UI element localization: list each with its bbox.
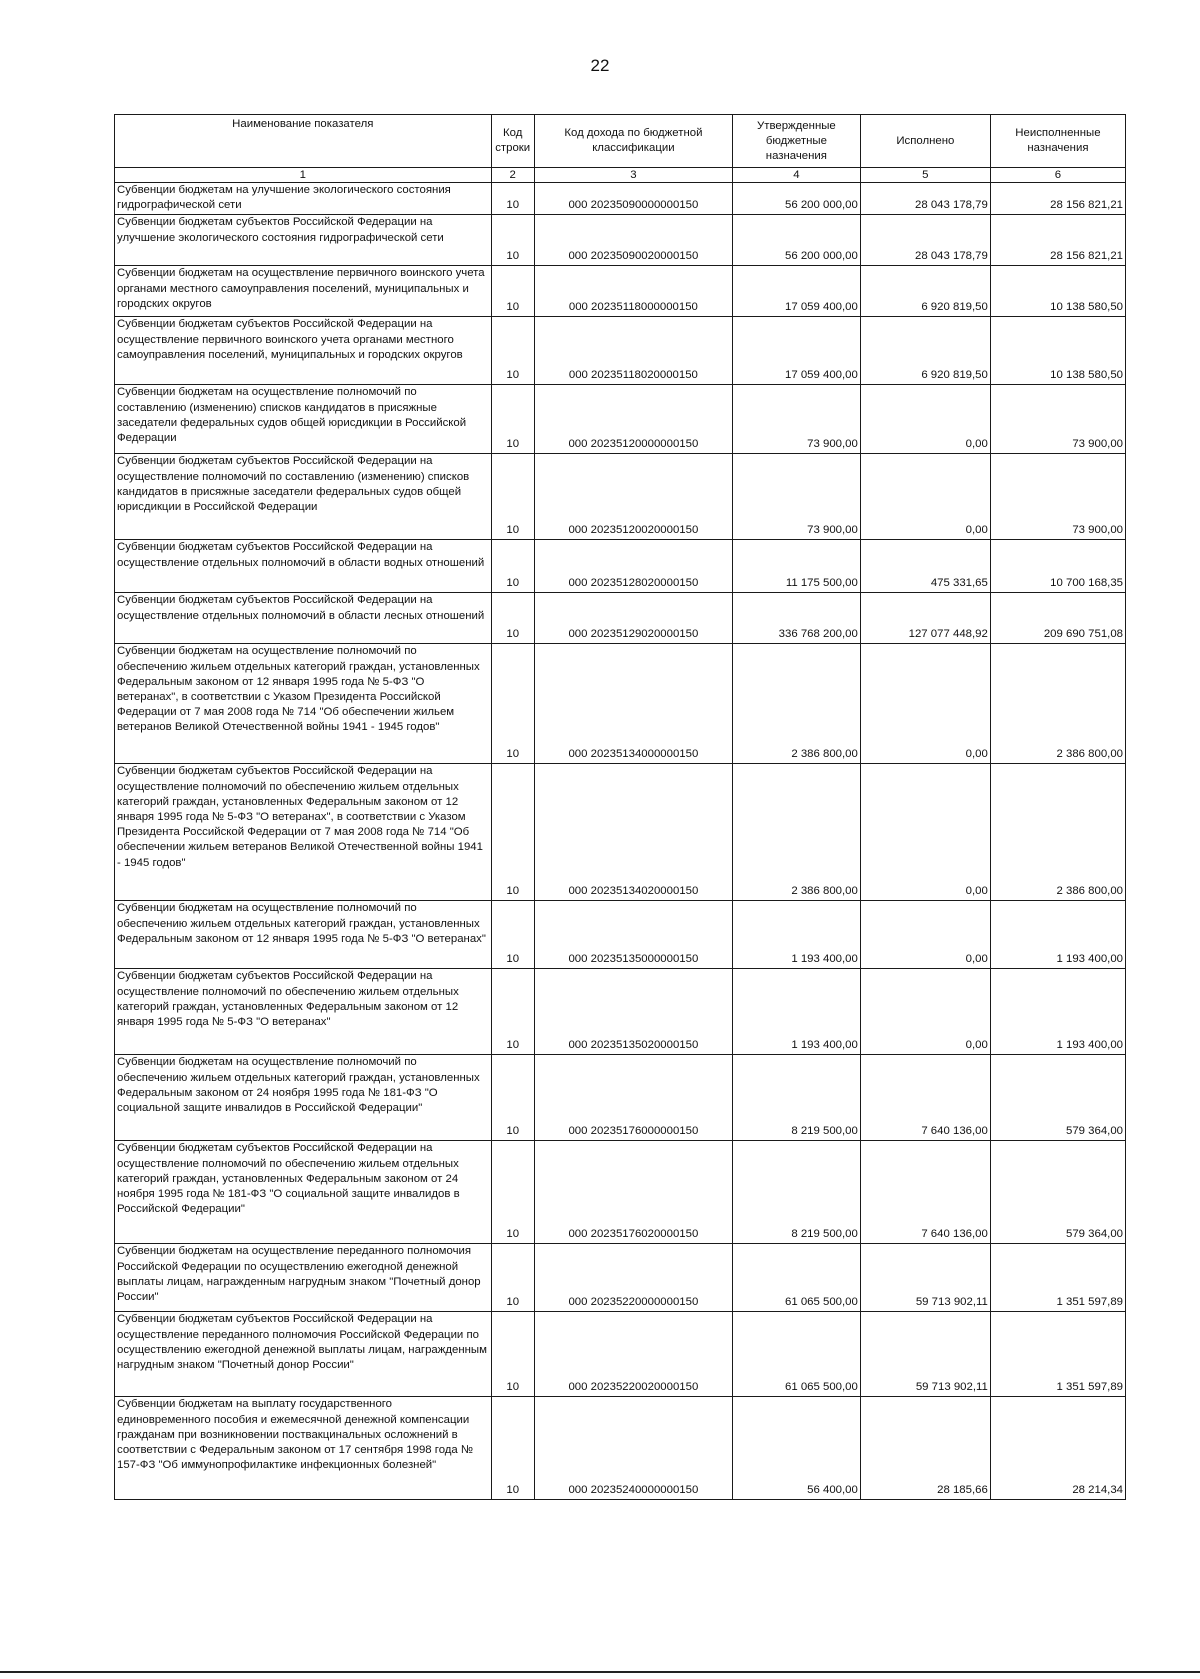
- executed-amount: 0,00: [860, 385, 990, 454]
- revenue-code: 000 20235135020000150: [534, 969, 732, 1055]
- executed-amount: 28 043 178,79: [860, 183, 990, 215]
- approved-amount: 56 200 000,00: [732, 215, 860, 266]
- line-code: 10: [491, 593, 534, 644]
- unexecuted-amount: 73 900,00: [990, 454, 1125, 540]
- page-number: 22: [590, 56, 610, 75]
- line-code: 10: [491, 1244, 534, 1312]
- column-number: 5: [860, 168, 990, 183]
- table-row: [115, 1397, 1126, 1500]
- column-number: 1: [115, 168, 492, 183]
- header-approved: Утвержденные бюджетные назначения: [732, 115, 860, 168]
- table-row: [115, 644, 1126, 764]
- revenue-code: 000 20235220020000150: [534, 1312, 732, 1397]
- header-name: Наименование показателя: [115, 115, 492, 168]
- line-code: 10: [491, 183, 534, 215]
- revenue-code: 000 20235090020000150: [534, 215, 732, 266]
- revenue-code: 000 20235135000000150: [534, 901, 732, 969]
- executed-amount: 0,00: [860, 644, 990, 764]
- unexecuted-amount: 579 364,00: [990, 1141, 1125, 1244]
- approved-amount: 2 386 800,00: [732, 644, 860, 764]
- header-executed: Исполнено: [860, 115, 990, 168]
- line-code: 10: [491, 1141, 534, 1244]
- executed-amount: 6 920 819,50: [860, 266, 990, 317]
- approved-amount: 56 400,00: [732, 1397, 860, 1500]
- approved-amount: 11 175 500,00: [732, 540, 860, 593]
- header-code: Код строки: [491, 115, 534, 168]
- indicator-name: Субвенции бюджетам субъектов Российской Федерации на осуществление полномочий по обеспечению жильем отдельных категорий граждан, установленных Федеральным законом от 12 января 1995 года № 5-ФЗ "О ветеранах": [115, 969, 492, 1055]
- revenue-code: 000 20235120020000150: [534, 454, 732, 540]
- indicator-name: Субвенции бюджетам субъектов Российской Федерации на осуществление полномочий по обеспечению жильем отдельных категорий граждан, установленных Федеральным законом от 12 января 1995 года № 5-ФЗ "О ветеранах", в соответствии с Указом Президента Российской Федерации от 7 мая 2008 года № 714 "Об обеспечении жильем ветеранов Великой Отечественной войны 1941 - 1945 годов": [115, 764, 492, 901]
- indicator-name: Субвенции бюджетам субъектов Российской Федерации на улучшение экологического состояния гидрографической сети: [115, 215, 492, 266]
- unexecuted-amount: 2 386 800,00: [990, 644, 1125, 764]
- indicator-name: Субвенции бюджетам субъектов Российской Федерации на осуществление полномочий по обеспечению жильем отдельных категорий граждан, установленных Федеральным законом от 24 ноября 1995 года № 181-ФЗ "О социальной защите инвалидов в Российской Федерации": [115, 1141, 492, 1244]
- table-row: [115, 317, 1126, 385]
- table-row: [115, 385, 1126, 454]
- line-code: 10: [491, 1055, 534, 1141]
- line-code: 10: [491, 764, 534, 901]
- line-code: 10: [491, 1312, 534, 1397]
- executed-amount: 0,00: [860, 901, 990, 969]
- revenue-code: 000 20235176020000150: [534, 1141, 732, 1244]
- unexecuted-amount: 209 690 751,08: [990, 593, 1125, 644]
- header-kbk: Код дохода по бюджетной классификации: [534, 115, 732, 168]
- unexecuted-amount: 28 156 821,21: [990, 215, 1125, 266]
- line-code: 10: [491, 317, 534, 385]
- line-code: 10: [491, 1397, 534, 1500]
- executed-amount: 475 331,65: [860, 540, 990, 593]
- table-row: [115, 1312, 1126, 1397]
- line-code: 10: [491, 969, 534, 1055]
- executed-amount: 127 077 448,92: [860, 593, 990, 644]
- unexecuted-amount: 28 214,34: [990, 1397, 1125, 1500]
- executed-amount: 6 920 819,50: [860, 317, 990, 385]
- unexecuted-amount: 10 138 580,50: [990, 266, 1125, 317]
- unexecuted-amount: 579 364,00: [990, 1055, 1125, 1141]
- revenue-code: 000 20235120000000150: [534, 385, 732, 454]
- revenue-code: 000 20235134020000150: [534, 764, 732, 901]
- indicator-name: Субвенции бюджетам на осуществление полномочий по составлению (изменению) списков кандидатов в присяжные заседатели федеральных судов общей юрисдикции в Российской Федерации: [115, 385, 492, 454]
- table-header-row: [115, 115, 1126, 168]
- executed-amount: 28 185,66: [860, 1397, 990, 1500]
- indicator-name: Субвенции бюджетам на осуществление полномочий по обеспечению жильем отдельных категорий граждан, установленных Федеральным законом от 12 января 1995 года № 5-ФЗ "О ветеранах", в соответствии с Указом Президента Российской Федерации от 7 мая 2008 года № 714 "Об обеспечении жильем ветеранов Великой Отечественной войны 1941 - 1945 годов": [115, 644, 492, 764]
- table-row: [115, 1055, 1126, 1141]
- unexecuted-amount: 10 700 168,35: [990, 540, 1125, 593]
- approved-amount: 73 900,00: [732, 454, 860, 540]
- column-number: 2: [491, 168, 534, 183]
- column-number: 3: [534, 168, 732, 183]
- indicator-name: Субвенции бюджетам субъектов Российской Федерации на осуществление переданного полномочия Российской Федерации по осуществлению ежегодной денежной выплаты лицам, награжденным нагрудным знаком "Почетный донор России": [115, 1312, 492, 1397]
- revenue-code: 000 20235118000000150: [534, 266, 732, 317]
- executed-amount: 0,00: [860, 454, 990, 540]
- column-number-row: [115, 168, 1126, 183]
- line-code: 10: [491, 385, 534, 454]
- table-row: [115, 215, 1126, 266]
- indicator-name: Субвенции бюджетам субъектов Российской Федерации на осуществление первичного воинского учета органами местного самоуправления поселений, муниципальных и городских округов: [115, 317, 492, 385]
- table-row: [115, 1141, 1126, 1244]
- unexecuted-amount: 10 138 580,50: [990, 317, 1125, 385]
- indicator-name: Субвенции бюджетам на осуществление полномочий по обеспечению жильем отдельных категорий граждан, установленных Федеральным законом от 24 ноября 1995 года № 181-ФЗ "О социальной защите инвалидов в Российской Федерации": [115, 1055, 492, 1141]
- budget-execution-table: [114, 114, 1126, 1500]
- indicator-name: Субвенции бюджетам субъектов Российской Федерации на осуществление отдельных полномочий в области водных отношений: [115, 540, 492, 593]
- executed-amount: 0,00: [860, 969, 990, 1055]
- unexecuted-amount: 73 900,00: [990, 385, 1125, 454]
- approved-amount: 1 193 400,00: [732, 969, 860, 1055]
- table-row: [115, 454, 1126, 540]
- approved-amount: 8 219 500,00: [732, 1141, 860, 1244]
- executed-amount: 28 043 178,79: [860, 215, 990, 266]
- unexecuted-amount: 1 193 400,00: [990, 969, 1125, 1055]
- approved-amount: 1 193 400,00: [732, 901, 860, 969]
- approved-amount: 17 059 400,00: [732, 266, 860, 317]
- revenue-code: 000 20235240000000150: [534, 1397, 732, 1500]
- indicator-name: Субвенции бюджетам субъектов Российской Федерации на осуществление отдельных полномочий в области лесных отношений: [115, 593, 492, 644]
- table-row: [115, 266, 1126, 317]
- revenue-code: 000 20235128020000150: [534, 540, 732, 593]
- column-number: 4: [732, 168, 860, 183]
- executed-amount: 7 640 136,00: [860, 1141, 990, 1244]
- table-row: [115, 969, 1126, 1055]
- approved-amount: 61 065 500,00: [732, 1244, 860, 1312]
- line-code: 10: [491, 215, 534, 266]
- approved-amount: 8 219 500,00: [732, 1055, 860, 1141]
- executed-amount: 59 713 902,11: [860, 1244, 990, 1312]
- line-code: 10: [491, 454, 534, 540]
- unexecuted-amount: 1 351 597,89: [990, 1312, 1125, 1397]
- unexecuted-amount: 1 351 597,89: [990, 1244, 1125, 1312]
- table-row: [115, 540, 1126, 593]
- column-number: 6: [990, 168, 1125, 183]
- table-row: [115, 1244, 1126, 1312]
- executed-amount: 59 713 902,11: [860, 1312, 990, 1397]
- revenue-code: 000 20235129020000150: [534, 593, 732, 644]
- unexecuted-amount: 1 193 400,00: [990, 901, 1125, 969]
- approved-amount: 61 065 500,00: [732, 1312, 860, 1397]
- approved-amount: 73 900,00: [732, 385, 860, 454]
- approved-amount: 336 768 200,00: [732, 593, 860, 644]
- executed-amount: 0,00: [860, 764, 990, 901]
- revenue-code: 000 20235134000000150: [534, 644, 732, 764]
- line-code: 10: [491, 901, 534, 969]
- line-code: 10: [491, 644, 534, 764]
- indicator-name: Субвенции бюджетам на улучшение экологического состояния гидрографической сети: [115, 183, 492, 215]
- table-row: [115, 764, 1126, 901]
- page-bottom-rule: [0, 1671, 1200, 1673]
- indicator-name: Субвенции бюджетам субъектов Российской Федерации на осуществление полномочий по составлению (изменению) списков кандидатов в присяжные заседатели федеральных судов общей юрисдикции в Российской Федерации: [115, 454, 492, 540]
- line-code: 10: [491, 266, 534, 317]
- line-code: 10: [491, 540, 534, 593]
- executed-amount: 7 640 136,00: [860, 1055, 990, 1141]
- unexecuted-amount: 28 156 821,21: [990, 183, 1125, 215]
- indicator-name: Субвенции бюджетам на выплату государственного единовременного пособия и ежемесячной денежной компенсации гражданам при возникновении поствакцинальных осложнений в соответствии с Федеральным законом от 17 сентября 1998 года № 157-ФЗ "Об иммунопрофилактике инфекционных болезней": [115, 1397, 492, 1500]
- approved-amount: 17 059 400,00: [732, 317, 860, 385]
- approved-amount: 2 386 800,00: [732, 764, 860, 901]
- indicator-name: Субвенции бюджетам на осуществление полномочий по обеспечению жильем отдельных категорий граждан, установленных Федеральным законом от 12 января 1995 года № 5-ФЗ "О ветеранах": [115, 901, 492, 969]
- indicator-name: Субвенции бюджетам на осуществление переданного полномочия Российской Федерации по осуществлению ежегодной денежной выплаты лицам, награжденным нагрудным знаком "Почетный донор России": [115, 1244, 492, 1312]
- revenue-code: 000 20235090000000150: [534, 183, 732, 215]
- indicator-name: Субвенции бюджетам на осуществление первичного воинского учета органами местного самоуправления поселений, муниципальных и городских округов: [115, 266, 492, 317]
- table-row: [115, 183, 1126, 215]
- revenue-code: 000 20235176000000150: [534, 1055, 732, 1141]
- approved-amount: 56 200 000,00: [732, 183, 860, 215]
- revenue-code: 000 20235118020000150: [534, 317, 732, 385]
- table-row: [115, 593, 1126, 644]
- revenue-code: 000 20235220000000150: [534, 1244, 732, 1312]
- table-row: [115, 901, 1126, 969]
- unexecuted-amount: 2 386 800,00: [990, 764, 1125, 901]
- header-unexecuted: Неисполненные назначения: [990, 115, 1125, 168]
